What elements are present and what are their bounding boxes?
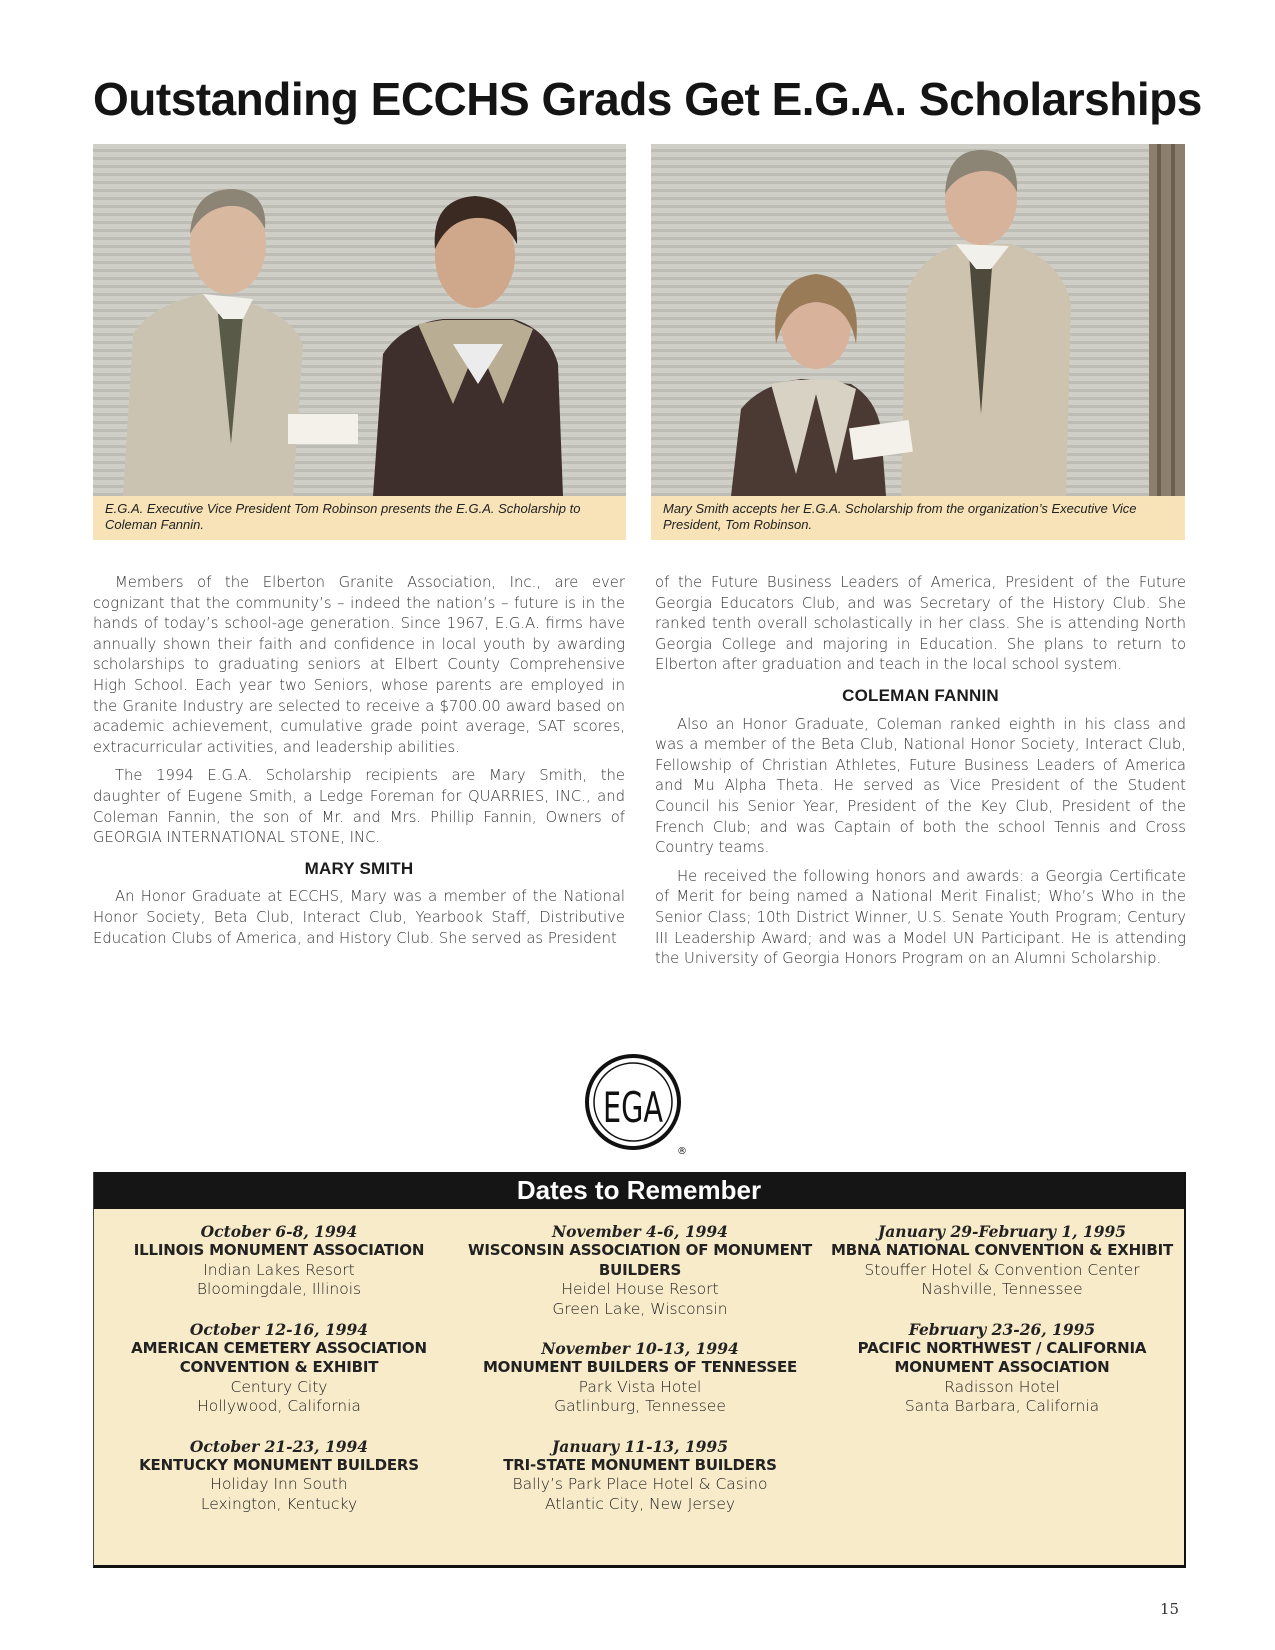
event-organization: MBNA NATIONAL CONVENTION & EXHIBIT [830, 1241, 1173, 1260]
article-paragraph: Members of the Elberton Granite Association, Inc., are ever cognizant that the community’s – indeed the nation’s – future is in the hands of today’s school-age generation. Since 1967, E.G.A. firms have annually shown their faith and confidence in local youth by awarding scholarships to graduating seniors at Elbert County Comprehensive High School. Each year two Seniors, whose parents are employed in the Granite Industry are selected to receive a $700.00 award based on academic achievement, cumulative grade point average, SAT scores, extracurricular activities, and leadership abilities. [93, 574, 625, 756]
article-paragraph-continued: of the Future Business Leaders of America, President of the Future Georgia Educators Club, and was Secretary of the History Club. She ranked tenth overall scholastically in her class. She is attending North Georgia College and majoring in Education. She plans to return to Elberton after graduation and teach in the local school system. [655, 574, 1186, 674]
event-city: Santa Barbara, California [904, 1397, 1100, 1416]
event-venue: Park Vista Hotel [578, 1377, 702, 1396]
event-venue: Bally’s Park Place Hotel & Casino [512, 1475, 768, 1494]
event-date: February 23-26, 1995 [908, 1319, 1096, 1339]
photo-caption: Mary Smith accepts her E.G.A. Scholarship from the organization’s Executive Vice President, Tom Robinson. [651, 496, 1185, 540]
event-date: January 11-13, 1995 [551, 1436, 729, 1456]
event-city: Lexington, Kentucky [200, 1494, 358, 1513]
event-date: January 29-February 1, 1995 [877, 1222, 1127, 1241]
dates-column [104, 1222, 454, 1534]
event-city: Bloomingdale, Illinois [196, 1280, 362, 1299]
ega-logo-icon [580, 1052, 695, 1162]
photo-image [93, 144, 626, 496]
event-organization: AMERICAN CEMETERY ASSOCIATION CONVENTION & EXHIBIT [131, 1339, 427, 1377]
photo-illustration [651, 144, 1185, 496]
dates-column [465, 1222, 815, 1534]
event-organization: MONUMENT BUILDERS OF TENNESSEE [482, 1358, 798, 1377]
event-venue: Holiday Inn South [210, 1475, 348, 1494]
event-city: Nashville, Tennessee [921, 1280, 1083, 1299]
photo-illustration [93, 144, 626, 496]
event-venue: Heidel House Resort [561, 1280, 719, 1299]
event-venue: Indian Lakes Resort [203, 1260, 355, 1279]
photo-coleman-fannin [93, 144, 626, 540]
event-venue: Radisson Hotel [944, 1377, 1060, 1396]
event-city: Hollywood, California [197, 1397, 361, 1416]
event-entry [104, 1320, 454, 1417]
article-paragraph: He received the following honors and awards: a Georgia Certificate of Merit for being named a National Merit Finalist; Who’s Who in the Senior Class; 10th District Winner, U.S. Senate Youth Program; Century III Leadership Award; and was a Model UN Participant. He is attending the University of Georgia Honors Program on an Alumni Scholarship. [655, 867, 1186, 968]
event-date: November 10-13, 1994 [541, 1339, 739, 1359]
section-heading-coleman-fannin: COLEMAN FANNIN [842, 685, 999, 705]
event-city: Gatlinburg, Tennessee [554, 1397, 726, 1416]
event-entry [465, 1437, 815, 1515]
event-entry [104, 1437, 454, 1515]
event-city: Atlantic City, New Jersey [544, 1494, 736, 1513]
article-paragraph [93, 887, 625, 949]
event-organization: TRI-STATE MONUMENT BUILDERS [503, 1456, 777, 1475]
event-date: October 12-16, 1994 [189, 1319, 369, 1339]
event-organization: WISCONSIN ASSOCIATION OF MONUMENT BUILDERS [467, 1241, 813, 1279]
event-organization: ILLINOIS MONUMENT ASSOCIATION [133, 1241, 425, 1260]
event-city: Green Lake, Wisconsin [552, 1299, 728, 1318]
page-title: Outstanding ECCHS Grads Get E.G.A. Scholarships [93, 73, 1202, 125]
section-heading-mary-smith: MARY SMITH [304, 858, 414, 878]
article-column-left [93, 573, 625, 949]
event-entry [465, 1339, 815, 1417]
article-paragraph: The 1994 E.G.A. Scholarship recipients are Mary Smith, the daughter of Eugene Smith, a Ledge Foreman for QUARRIES, INC., and Coleman Fannin, the son of Mr. and Mrs. Phillip Fannin, Owners of GEORGIA INTERNATIONAL STONE, INC. [93, 767, 625, 847]
article-paragraph: Also an Honor Graduate, Coleman ranked eighth in his class and was a member of the Beta Club, National Honor Society, Interact Club, Fellowship of Christian Athletes, Future Business Leaders of America and Mu Alpha Theta. He served as Vice President of the Student Council his Senior Year, President of the Key Club, President of the French Club; and was Captain of both the school Tennis and Cross Country teams. [655, 715, 1186, 857]
event-date: November 4-6, 1994 [552, 1222, 728, 1241]
article-column-right [655, 573, 1186, 978]
registered-mark: ® [677, 1146, 687, 1157]
event-venue: Stouffer Hotel & Convention Center [864, 1260, 1140, 1279]
ega-logo [580, 1052, 695, 1162]
mary-paragraph-text: An Honor Graduate at ECCHS, Mary was a member of the National Honor Society, Beta Club, Interact Club, Yearbook Staff, Distributive Education Clubs of America, and History Club. She served as President [93, 888, 625, 947]
event-entry [827, 1222, 1177, 1300]
event-organization: PACIFIC NORTHWEST / CALIFORNIA MONUMENT ASSOCIATION [857, 1339, 1147, 1377]
event-entry [104, 1222, 454, 1300]
dates-to-remember-box [93, 1172, 1186, 1568]
event-date: October 6-8, 1994 [200, 1222, 358, 1241]
logo-letters: EGA [603, 1083, 664, 1132]
dates-header: Dates to Remember [94, 1172, 1184, 1209]
page-number: 15 [1160, 1600, 1180, 1618]
event-venue: Century City [230, 1377, 328, 1396]
event-date: October 21-23, 1994 [189, 1436, 369, 1456]
event-entry [465, 1222, 815, 1319]
event-entry [827, 1320, 1177, 1417]
event-organization: KENTUCKY MONUMENT BUILDERS [139, 1456, 419, 1475]
dates-column [827, 1222, 1177, 1437]
photo-caption: E.G.A. Executive Vice President Tom Robinson presents the E.G.A. Scholarship to Coleman Fannin. [93, 496, 626, 540]
photo-mary-smith [651, 144, 1185, 540]
photo-image [651, 144, 1185, 496]
